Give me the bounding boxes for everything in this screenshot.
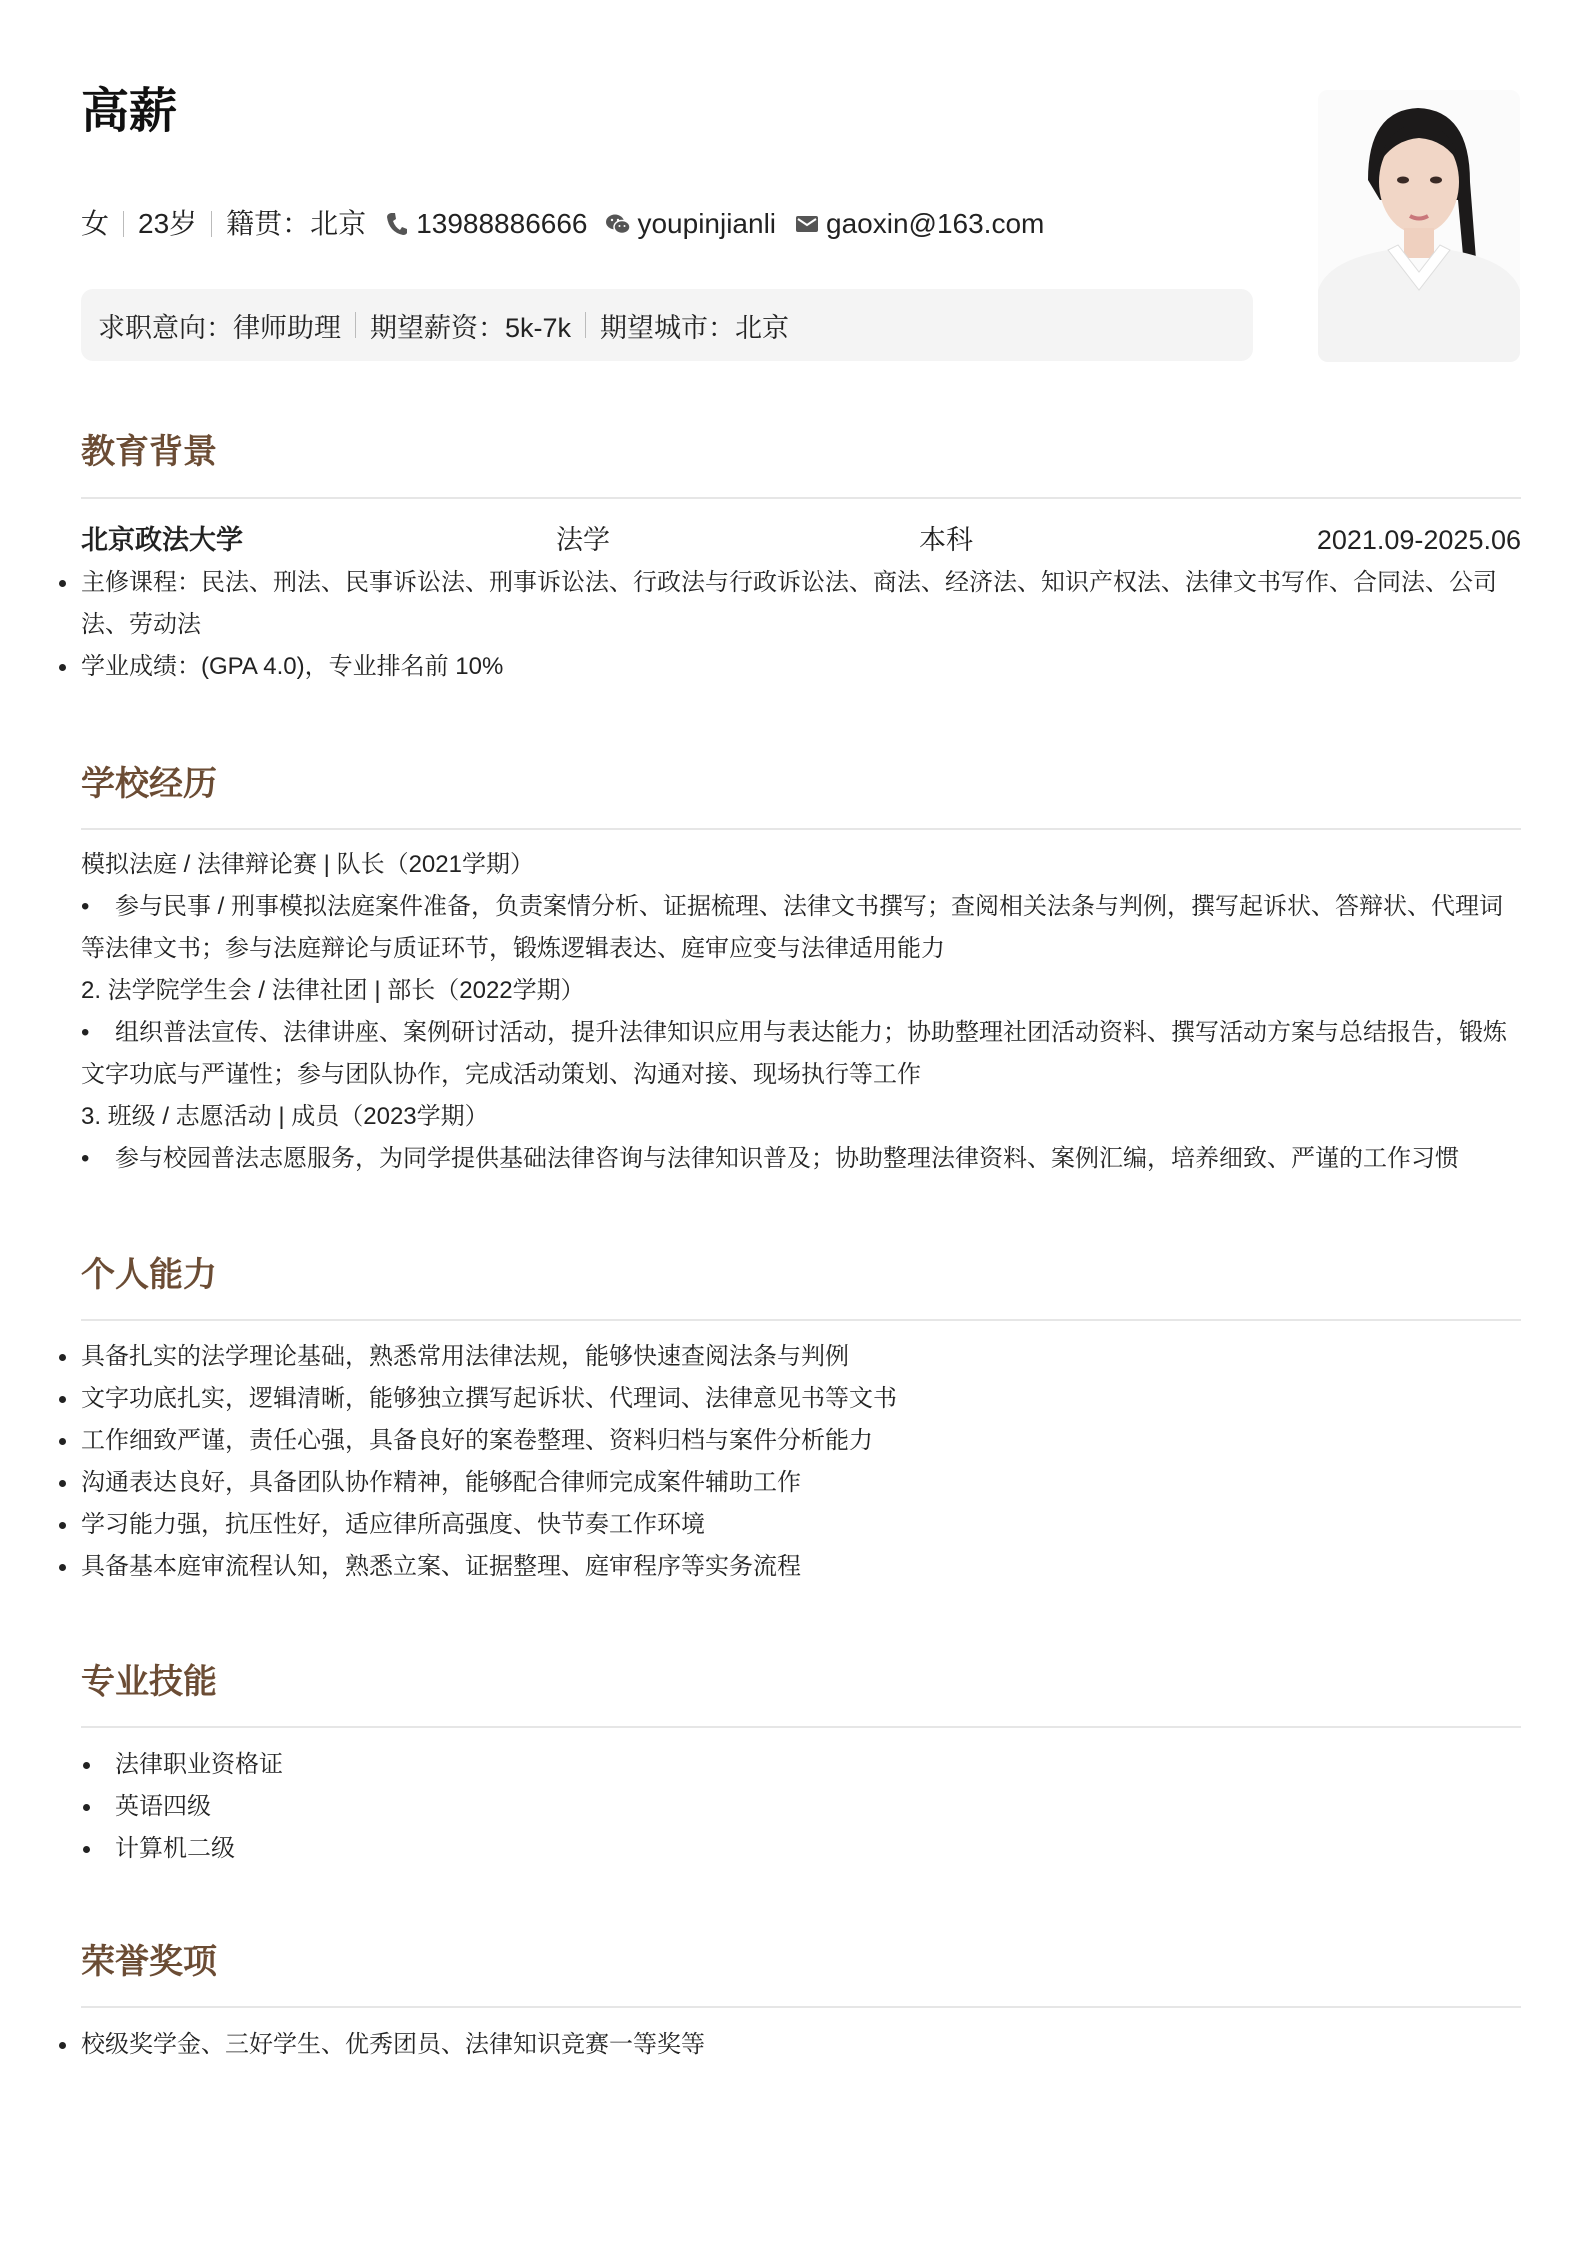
honors-list [81,2024,1521,2066]
list-item: 工作细致严谨，责任心强，具备良好的案卷整理、资料归档与案件分析能力 [81,1420,1521,1462]
bullet: • [81,893,90,920]
list-item: 学习能力强，抗压性好，适应律所高强度、快节奏工作环境 [81,1504,1521,1546]
gender: 女 [81,208,110,239]
ability-section [81,1336,1521,1588]
degree: 本科 [919,525,973,555]
section-divider [81,828,1521,830]
section-title-education: 教育背景 [81,433,217,471]
bullet: • [81,1019,90,1046]
section-title-ability: 个人能力 [81,1256,217,1294]
divider [355,312,356,338]
detail-text: 参与校园普法志愿服务，为同学提供基础法律咨询与法律知识普及；协助整理法律资料、案例汇编，培养细致、严谨的工作习惯 [115,1145,1459,1172]
school-name: 北京政法大学 [81,525,243,555]
section-divider [81,1726,1521,1728]
list-item: 计算机二级 [81,1828,1521,1870]
school-section [81,844,1521,1180]
divider [123,211,124,237]
experience-heading: 模拟法庭 / 法律辩论赛 | 队长（2021学期） [81,851,534,878]
divider [585,312,586,338]
section-divider [81,1319,1521,1321]
detail-text: 参与民事 / 刑事模拟法庭案件准备，负责案情分析、证据梳理、法律文书撰写；查阅相关法条与判例，撰写起诉状、答辩状、代理词等法律文书；参与法庭辩论与质证环节，锻炼逻辑表达、庭审应变与法律适用能力 [81,893,1503,962]
list-item: 学业成绩：(GPA 4.0)，专业排名前 10% [81,646,1521,688]
phone-icon [384,211,410,237]
divider [211,211,212,237]
wechat-id: youpinjianli [637,208,777,239]
ability-list [81,1336,1521,1588]
age: 23岁 [138,208,198,239]
experience-detail [81,1012,1521,1096]
section-divider [81,497,1521,499]
list-item: 英语四级 [81,1786,1521,1828]
profile-photo [1318,90,1520,362]
education-section [81,518,1521,688]
section-title-honors: 荣誉奖项 [81,1943,217,1981]
list-item: 法律职业资格证 [81,1744,1521,1786]
wechat-icon [605,211,631,237]
mail-icon [794,211,820,237]
honors-section [81,2024,1521,2066]
job-intent: 求职意向：律师助理 [98,312,341,343]
expected-city: 期望城市：北京 [600,312,790,343]
list-item: 文字功底扎实，逻辑清晰，能够独立撰写起诉状、代理词、法律意见书等文书 [81,1378,1521,1420]
study-period: 2021.09-2025.06 [1316,525,1521,555]
skills-list [81,1744,1521,1870]
candidate-name: 高薪 [81,85,178,138]
major: 法学 [556,525,610,555]
personal-info [81,204,1044,244]
detail-text: 组织普法宣传、法律讲座、案例研讨活动，提升法律知识应用与表达能力；协助整理社团活动资料、撰写活动方案与总结报告，锻炼文字功底与严谨性；参与团队协作，完成活动策划、沟通对接、现场执行等工作 [81,1019,1507,1088]
skills-section [81,1744,1521,1870]
experience-detail [81,886,1521,970]
list-item: 主修课程：民法、刑法、民事诉讼法、刑事诉讼法、行政法与行政诉讼法、商法、经济法、知识产权法、法律文书写作、合同法、公司法、劳动法 [81,562,1521,646]
section-title-skills: 专业技能 [81,1663,217,1701]
section-title-school: 学校经历 [81,765,217,803]
list-item: 具备基本庭审流程认知，熟悉立案、证据整理、庭审程序等实务流程 [81,1546,1521,1588]
email[interactable]: gaoxin@163.com [826,208,1045,239]
bullet: • [81,1145,90,1172]
experience-detail [81,1138,1521,1180]
section-divider [81,2006,1521,2008]
expected-salary: 期望薪资：5k-7k [370,312,572,343]
list-item: 具备扎实的法学理论基础，熟悉常用法律法规，能够快速查阅法条与判例 [81,1336,1521,1378]
experience-heading: 3. 班级 / 志愿活动 | 成员（2023学期） [81,1103,489,1130]
education-details [81,562,1521,688]
experience-heading: 2. 法学院学生会 / 法律社团 | 部长（2022学期） [81,977,585,1004]
list-item: 沟通表达良好，具备团队协作精神，能够配合律师完成案件辅助工作 [81,1462,1521,1504]
education-entry [81,518,1521,562]
phone: 13988886666 [416,208,588,239]
list-item: 校级奖学金、三好学生、优秀团员、法律知识竞赛一等奖等 [81,2024,1521,2066]
job-intent-bar [81,289,1253,361]
hometown: 籍贯：北京 [226,208,367,239]
